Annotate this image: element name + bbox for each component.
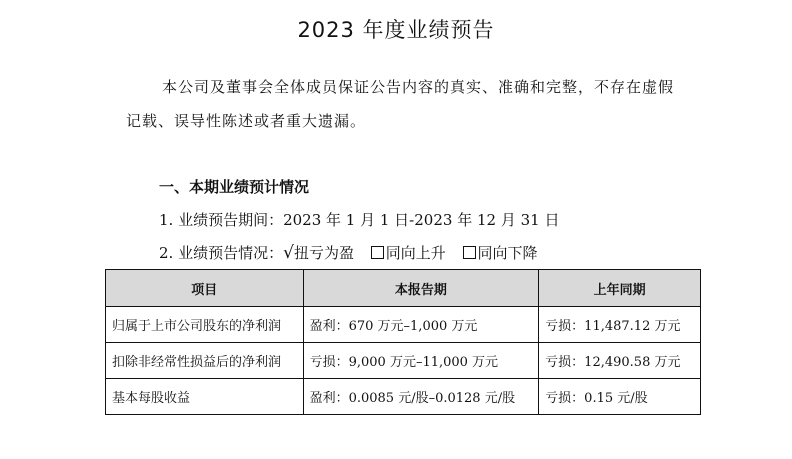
- table-header-cell: 项目: [106, 270, 304, 307]
- table-header-cell: 上年同期: [539, 270, 701, 307]
- table-cell: 亏损：12,490.58 万元: [539, 343, 701, 379]
- forecast-period: 1. 业绩预告期间：2023 年 1 月 1 日-2023 年 12 月 31 日: [159, 211, 560, 229]
- table-row: [106, 379, 701, 415]
- table-cell: 基本每股收益: [106, 379, 304, 415]
- option-unchecked-2-label: 同向下降: [477, 244, 538, 262]
- forecast-type-label: 2. 业绩预告情况：: [159, 244, 284, 262]
- page-title: 2023 年度业绩预告: [297, 18, 495, 42]
- notice-paragraph: [126, 70, 686, 138]
- option-unchecked-2: [463, 244, 538, 262]
- option-checked-label: 扭亏为盈: [293, 244, 354, 262]
- table-row: [106, 307, 701, 343]
- forecast-table: [105, 269, 701, 415]
- table-cell: 亏损：9,000 万元–11,000 万元: [303, 343, 539, 379]
- notice-line-1: 本公司及董事会全体成员保证公告内容的真实、准确和完整，不存在虚假: [162, 78, 675, 96]
- table-header-cell: 本报告期: [303, 270, 539, 307]
- table-cell: 亏损：11,487.12 万元: [539, 307, 701, 343]
- check-icon: √: [283, 243, 294, 263]
- table-header-row: [106, 270, 701, 307]
- table-cell: 盈利：0.0085 元/股–0.0128 元/股: [303, 379, 539, 415]
- table-cell: 扣除非经常性损益后的净利润: [106, 343, 304, 379]
- table-row: [106, 343, 701, 379]
- checkbox-empty-icon: [371, 246, 384, 259]
- section-heading: 一、本期业绩预计情况: [159, 178, 310, 196]
- notice-line-2: 记载、误导性陈述或者重大遗漏。: [126, 112, 367, 130]
- table-cell: 归属于上市公司股东的净利润: [106, 307, 304, 343]
- table-cell: 盈利：670 万元–1,000 万元: [303, 307, 539, 343]
- option-unchecked-1: [371, 244, 446, 262]
- checkbox-empty-icon: [463, 246, 476, 259]
- forecast-type: [159, 242, 538, 263]
- option-unchecked-1-label: 同向上升: [385, 244, 446, 262]
- table-cell: 亏损：0.15 元/股: [539, 379, 701, 415]
